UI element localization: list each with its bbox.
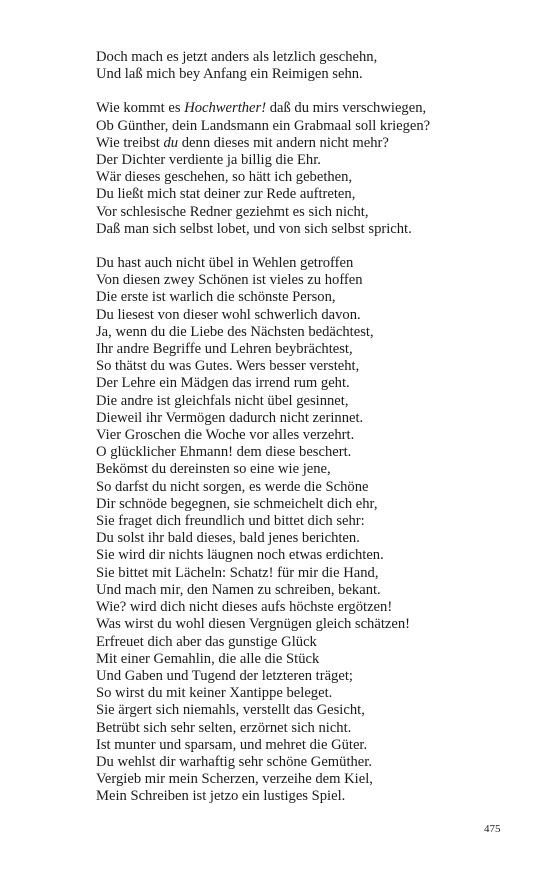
poem-line <box>96 547 536 564</box>
poem-line <box>96 255 536 272</box>
line-text: Du liesest von dieser wohl schwerlich davon. <box>96 306 361 323</box>
line-text: So darfst du nicht sorgen, es werde die Schöne <box>96 478 369 495</box>
line-text: So thätst du was Gutes. Wers besser versteht, <box>96 358 360 375</box>
line-text: Erfreuet dich aber das gunstige Glück <box>96 633 317 650</box>
poem-line <box>96 135 536 152</box>
poem-line <box>96 186 536 203</box>
stanza <box>96 100 536 238</box>
line-text: O glücklicher Ehmann! dem diese beschert. <box>96 444 352 461</box>
poem-line <box>96 513 536 530</box>
poem-line <box>96 771 536 788</box>
poem-line <box>96 754 536 771</box>
poem-line <box>96 582 536 599</box>
line-text: Wie treibst <box>96 134 164 151</box>
line-text: Ja, wenn du die Liebe des Nächsten bedächtest, <box>96 323 374 340</box>
line-text: Vier Groschen die Woche vor alles verzehrt. <box>96 427 355 444</box>
line-text: Der Dichter verdiente ja billig die Ehr. <box>96 152 321 169</box>
line-text: Vergieb mir mein Scherzen, verzeihe dem Kiel, <box>96 771 373 788</box>
poem-line <box>96 720 536 737</box>
poem-line <box>96 358 536 375</box>
line-text: Sie ärgert sich niemahls, verstellt das Gesicht, <box>96 702 365 719</box>
line-text: Ob Günther, dein Landsmann ein Grabmaal soll kriegen? <box>96 117 431 134</box>
italic-text: du <box>163 134 179 151</box>
poem-line <box>96 169 536 186</box>
poem-line <box>96 479 536 496</box>
poem-line <box>96 324 536 341</box>
line-text: Betrübt sich sehr selten, erzörnet sich nicht. <box>96 719 352 736</box>
line-text: Dir schnöde begegnen, sie schmeichelt dich ehr, <box>96 495 378 512</box>
line-text: Daß man sich selbst lobet, und von sich selbst spricht. <box>96 220 412 237</box>
poem-line <box>96 737 536 754</box>
line-text: Von diesen zwey Schönen ist vieles zu hoffen <box>96 272 363 289</box>
poem-line <box>96 788 536 805</box>
poem-line <box>96 634 536 651</box>
poem-line <box>96 118 536 135</box>
poem-line <box>96 410 536 427</box>
line-text: Was wirst du wohl diesen Vergnügen gleich schätzen! <box>96 616 410 633</box>
line-text: So wirst du mit keiner Xantippe beleget. <box>96 685 333 702</box>
line-text: Du wehlst dir warhaftig sehr schöne Gemüther. <box>96 753 372 770</box>
poem-line <box>96 702 536 719</box>
line-text: Dieweil ihr Vermögen dadurch nicht zerinnet. <box>96 409 364 426</box>
poem-line <box>96 152 536 169</box>
line-text: Du solst ihr bald dieses, bald jenes berichten. <box>96 530 360 547</box>
poem-line <box>96 393 536 410</box>
line-text: Doch mach es jetzt anders als letzlich geschehn, <box>96 49 378 65</box>
poem-line <box>96 100 536 117</box>
line-text: Du hast auch nicht übel in Wehlen getroffen <box>96 255 354 272</box>
line-text: Bekömst du dereinsten so eine wie jene, <box>96 461 331 478</box>
poem-line <box>96 599 536 616</box>
poem-line <box>96 496 536 513</box>
line-text: Ist munter und sparsam, und mehret die Güter. <box>96 736 368 753</box>
poem-line <box>96 49 536 66</box>
line-text: Sie bittet mit Lächeln: Schatz! für mir die Hand, <box>96 564 379 581</box>
poem-line <box>96 616 536 633</box>
line-text: Die andre ist gleichfals nicht übel gesinnet, <box>96 392 349 409</box>
line-text: Wie kommt es <box>96 100 185 117</box>
poem-line <box>96 427 536 444</box>
line-text: Du ließt mich stat deiner zur Rede auftreten, <box>96 186 356 203</box>
line-text: Der Lehre ein Mädgen das irrend rum geht. <box>96 375 350 392</box>
line-text: Vor schlesische Redner geziehmt es sich nicht, <box>96 203 369 220</box>
poem-line <box>96 461 536 478</box>
page-number: 475 <box>484 823 501 835</box>
line-text: Wär dieses geschehen, so hätt ich gebethen, <box>96 169 353 186</box>
poem-line <box>96 668 536 685</box>
line-text: Und Gaben und Tugend der letzteren träget; <box>96 667 353 684</box>
poem-body <box>96 49 536 823</box>
stanza <box>96 49 536 83</box>
line-text: Ihr andre Begriffe und Lehren beybrächtest, <box>96 341 353 358</box>
poem-line <box>96 221 536 238</box>
poem-line <box>96 289 536 306</box>
poem-line <box>96 530 536 547</box>
line-text: denn dieses mit andern nicht mehr? <box>178 134 389 151</box>
italic-text: Hochwerther! <box>184 100 267 117</box>
poem-line <box>96 685 536 702</box>
line-text: Mit einer Gemahlin, die alle die Stück <box>96 650 320 667</box>
line-text: daß du mirs verschwiegen, <box>266 100 427 117</box>
line-text: Die erste ist warlich die schönste Person, <box>96 289 336 306</box>
line-text: Sie wird dir nichts läugnen noch etwas erdichten. <box>96 547 384 564</box>
poem-line <box>96 204 536 221</box>
line-text: Und mach mir, den Namen zu schreiben, bekant. <box>96 581 381 598</box>
stanza <box>96 255 536 806</box>
line-text: Wie? wird dich nicht dieses aufs höchste ergötzen! <box>96 599 393 616</box>
poem-line <box>96 565 536 582</box>
poem-line <box>96 651 536 668</box>
poem-line <box>96 66 536 83</box>
line-text: Und laß mich bey Anfang ein Reimigen sehn. <box>96 66 363 83</box>
line-text: Mein Schreiben ist jetzo ein lustiges Spiel. <box>96 788 346 805</box>
poem-line <box>96 307 536 324</box>
poem-line <box>96 272 536 289</box>
poem-line <box>96 444 536 461</box>
line-text: Sie fraget dich freundlich und bittet dich sehr: <box>96 513 365 530</box>
poem-line <box>96 375 536 392</box>
poem-line <box>96 341 536 358</box>
